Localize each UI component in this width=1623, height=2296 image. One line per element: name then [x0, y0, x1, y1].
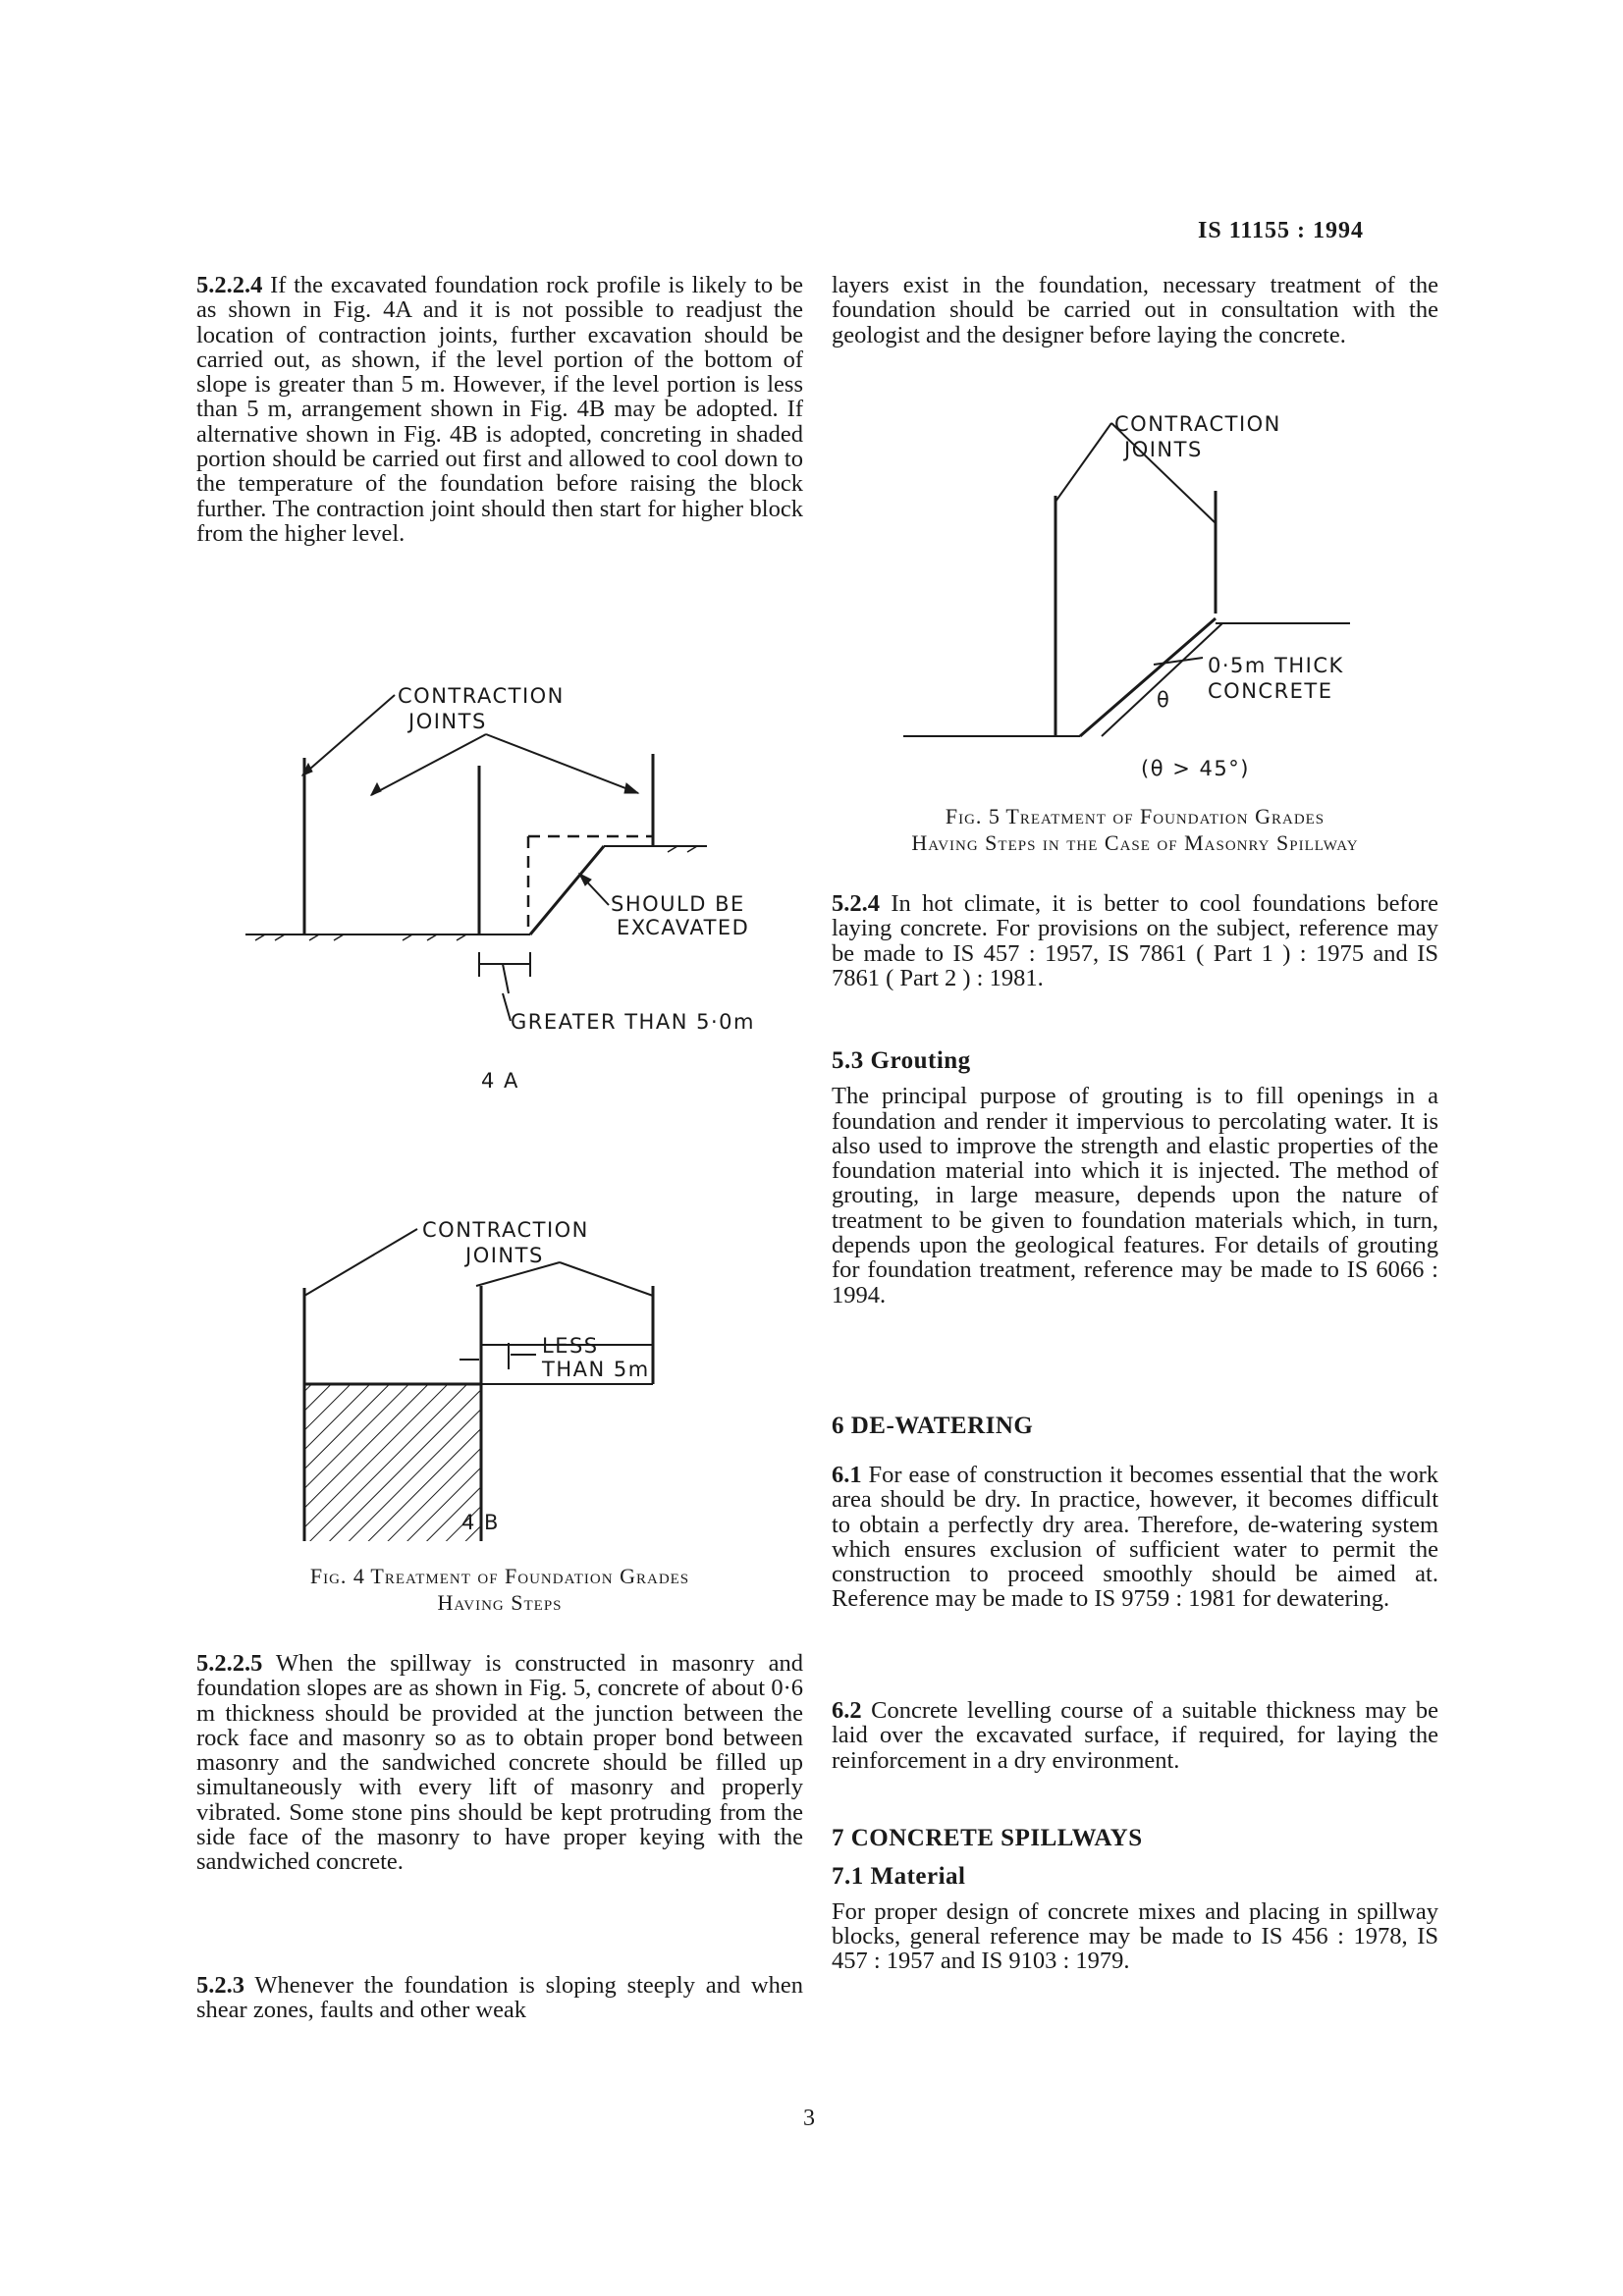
section-heading: 5.3 Grouting [832, 1047, 971, 1074]
para-text: Whenever the foundation is sloping steeply and when shear zones, faults and other weak [196, 1972, 803, 2024]
section-heading: 7 CONCRETE SPILLWAYS [832, 1825, 1143, 1851]
standard-number: IS 11155 : 1994 [1198, 218, 1365, 243]
fig5-label-contraction: CONTRACTION [1114, 412, 1281, 436]
para-number: 5.2.2.5 [196, 1650, 263, 1677]
figure-5 [884, 407, 1375, 790]
para-number: 6.2 [832, 1697, 862, 1724]
para-5-2-2-5 [196, 1651, 803, 1875]
para-6-2 [832, 1698, 1438, 1773]
para-text: When the spillway is constructed in masonry and foundation slopes are as shown in Fig. 5, concrete of about 0·6 m thickness should be provided at the junction between the rock face and masonry so as to obtain proper bond between masonry and the sandwiched concrete should be filled up simultaneously with every lift of masonry and properly vibrated. Some stone pins should be kept protruding from the side face of the masonry to have proper keying with the sandwiched concrete. [196, 1650, 803, 1876]
para-text: Concrete levelling course of a suitable thickness may be laid over the excavated surface, if required, for laying the reinforcement in a dry environment. [832, 1697, 1438, 1774]
fig5-label-joints: JOINTS [1124, 438, 1203, 461]
fig5-label-concrete: CONCRETE [1208, 679, 1333, 703]
fig4b-label-less: LESS [542, 1334, 599, 1358]
fig4a-label-greater: GREATER THAN 5·0m [511, 1010, 755, 1034]
caption-text-2: Having Steps in the Case of Masonry Spillway [911, 830, 1359, 855]
para-text: The principal purpose of grouting is to fill openings in a foundation and render it impervious to percolating water. It is also used to improve the strength and elastic properties of the foundation material into which it is injected. The method of grouting, in large measure, depends upon the nature of treatment to be given to foundation materials which, in turn, depends upon the geological features. For details of grouting for foundation treatment, reference may be made to IS 6066 : 1994. [832, 1083, 1438, 1308]
figure-4a [216, 677, 805, 1099]
para-text: For proper design of concrete mixes and placing in spillway blocks, general reference may be made to IS 456 : 1978, IS 457 : 1957 and IS 9103 : 1979. [832, 1897, 1438, 1975]
fig5-label-thick: 0·5m THICK [1208, 654, 1344, 677]
para-text: In hot climate, it is better to cool foundations before laying concrete. For provisions on the subject, reference may be made to IS 457 : 1957, IS 7861 ( Part 1 ) : 1975 and IS 7861 ( Part 2 ) : 1981. [832, 890, 1439, 991]
fig4a-label-contraction: CONTRACTION [398, 684, 565, 708]
caption-text-2: Having Steps [437, 1590, 563, 1615]
caption-text: Treatment of Foundation Grades [370, 1564, 690, 1588]
page-number: 3 [803, 2106, 815, 2131]
fig4b-label-contraction: CONTRACTION [422, 1218, 589, 1242]
fig4a-label-should-be: SHOULD BE [611, 892, 745, 916]
caption-prefix: Fig. 4 [309, 1564, 365, 1588]
fig5-caption [832, 803, 1438, 856]
para-number: 5.2.2.4 [196, 272, 263, 298]
section-7 [832, 1826, 1438, 1973]
para-number: 6.1 [832, 1462, 862, 1488]
fig4b-label-joints: JOINTS [465, 1244, 544, 1267]
para-text: layers exist in the foundation, necessary treatment of the foundation should be carried out in consultation with the geologist and the designer before laying the concrete. [832, 272, 1438, 348]
para-number: 5.2.4 [832, 890, 880, 917]
para-text: If the excavated foundation rock profile is likely to be as shown in Fig. 4A and it is not possible to readjust the location of contraction joints, further excavation should be carried out, as shown, if the level portion of the bottom of slope is greater than 5 m. However, if the level portion is less than 5 m, arrangement shown in Fig. 4B may be adopted. If alternative shown in Fig. 4B is adopted, concreting in shaded portion should be carried out first and allowed to cool down to the temperature of the foundation before raising the block further. The contraction joint should then start for higher block from the higher level. [196, 272, 803, 547]
para-5-2-4 [832, 891, 1438, 990]
caption-text: Treatment of Foundation Grades [1005, 804, 1325, 828]
section-5-3 [832, 1048, 1438, 1308]
figure-4b [196, 1188, 805, 1541]
para-5-2-3 [196, 1973, 803, 2023]
fig4a-label-excavated: EXCAVATED [617, 916, 750, 939]
fig4-caption [196, 1563, 803, 1616]
fig4a-sublabel: 4 A [481, 1069, 519, 1093]
para-6-1 [832, 1463, 1438, 1612]
caption-prefix: Fig. 5 [945, 804, 1001, 828]
para-continued [832, 273, 1438, 347]
subsection-heading: 7.1 Material [832, 1863, 966, 1891]
section-heading: 6 DE-WATERING [832, 1413, 1034, 1439]
fig4a-label-joints: JOINTS [408, 710, 487, 733]
para-text: For ease of construction it becomes essential that the work area should be dry. In practice, however, it becomes difficult to obtain a perfectly dry area. Therefore, de-watering system which ensures exclusion of sufficient water to permit the construction to proceed smoothly should be aimed at. Reference may be made to IS 9759 : 1981 for dewatering. [832, 1462, 1438, 1613]
section-6 [832, 1414, 1438, 1438]
para-5-2-2-4 [196, 273, 803, 546]
fig4b-label-than: THAN 5m [542, 1358, 650, 1381]
para-number: 5.2.3 [196, 1972, 244, 1999]
fig5-label-condition: (θ > 45°) [1141, 757, 1250, 780]
fig4b-sublabel: 4 B [461, 1511, 500, 1534]
fig5-label-theta: θ [1157, 688, 1171, 712]
